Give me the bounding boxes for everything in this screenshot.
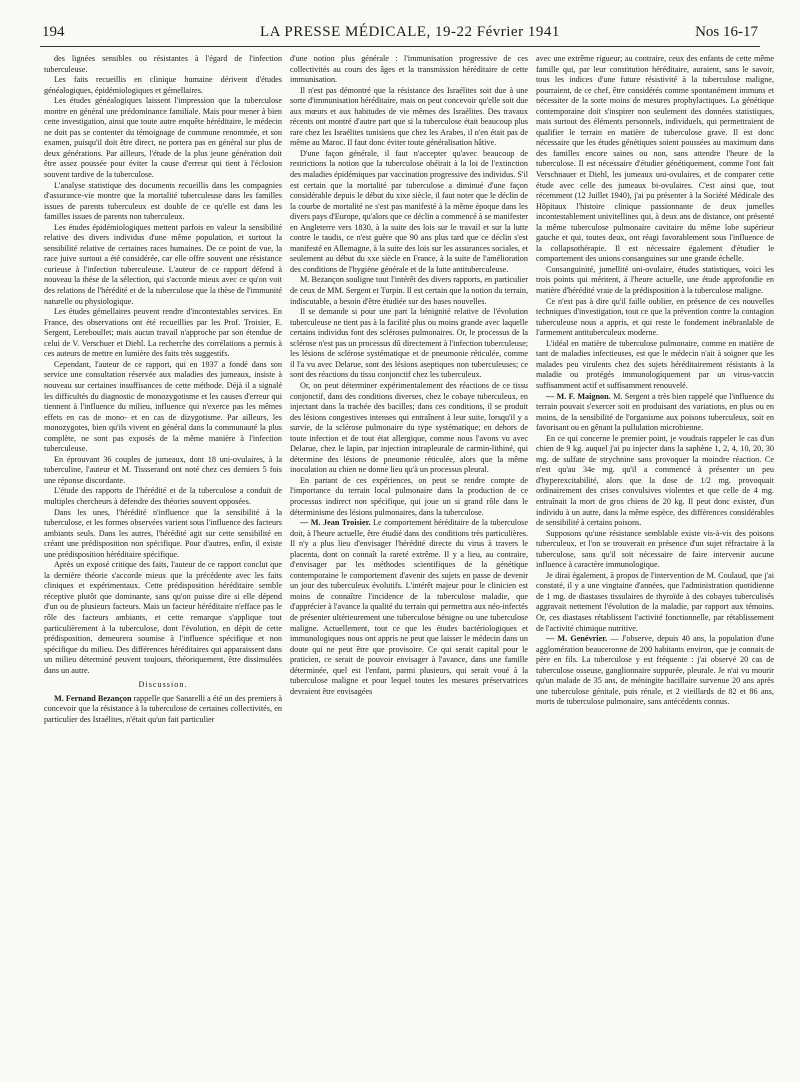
paragraph <box>44 486 282 507</box>
paragraph-text: M. Bezançon souligne tout l'intérêt des divers rapports, en particulier de ceux de MM. Sergent et Turpin. Il est certain que la notion du terrain, indiscutable, a besoin d'être étudiée sur des bases nouvelles. <box>290 275 528 306</box>
paragraph <box>44 223 282 307</box>
paragraph-text: rappelle que Sanarelli a été un des premiers à concevoir que la résistance à la tuberculose de certaines collectivités, en particulier des Israélites, n'était qu'un fait particulier <box>44 693 282 724</box>
paragraph <box>536 339 774 392</box>
paragraph-text: En ce qui concerne le premier point, je voudrais rappeler le cas d'un chien de 9 kg. auquel j'ai pu injecter dans la saphène 1, 2, 4, 10, 20, 30 mg. de sulfate de strychnine sans provoquer la moindre réaction. Ce n'est qu'au 34e mg. qu'il a commencé à présenter un peu d'hyperexcitabilité, alors que la dose de 1/2 mg. provoquait ordinairement des crises convulsives violentes et que celle de 4 mg. entraînait la mort de gros chiens de 20 kg. Il peut donc exister, d'un individu à un autre, dans la même espèce, des différences considérables de sensibilité à certains poisons. <box>536 433 774 528</box>
paragraph <box>290 149 528 276</box>
paragraph-text: L'étude des rapports de l'hérédité et de la tuberculose a conduit de multiples chercheurs à défendre des théories souvent opposées. <box>44 486 282 506</box>
page-number: 194 <box>42 24 65 40</box>
paragraph-text: Or, on peut déterminer expérimentalement des réactions de ce tissu conjonctif, dans des conditions diverses, chez le cobaye tuberculeux, en injectant dans la trachée des bacilles; dans ces conditions, il se produit des lésions congestives intenses qui entraînent à leur suite, lorsqu'il y a survie, de la sclérose pulmonaire du type systématique; en dehors de toute infection et de tout état allergique, comme nous l'avons vu avec Delarue, chez le lapin, par injection intrapleurale de carmin-lithiné, qui détermine des lésions de pneumonie réticulée, alors que la même inoculation au chien ne donne lieu qu'à un processus pleural. <box>290 380 528 475</box>
paragraph-text: En éprouvant 36 couples de jumeaux, dont 18 uni-ovulaires, à la tuberculine, l'auteur et M. Tissserand ont noté chez ces derniers 5 fois une réponse discordante. <box>44 454 282 485</box>
speaker-name: — M. Genévrier. <box>546 634 608 644</box>
paragraph <box>536 265 774 297</box>
page-header <box>40 20 760 47</box>
paragraph <box>44 360 282 455</box>
paragraph-text: Les faits recueillis en clinique humaine dérivent d'études généalogiques, épidémiologiques et gémellaires. <box>44 75 282 95</box>
paragraph-text: Après un exposé critique des faits, l'auteur de ce rapport conclut que la dernière théorie s'accorde mieux que la précédente avec les faits cliniques et expérimentaux. Cette prédisposition héréditaire semble réceptive plutôt que dominante, sans qu'on puisse dire si elle dépend d'un ou de plusieurs facteurs. Mais un facteur héréditaire n'efface pas le rôle des facteurs ambiants, et cette remarque s'applique tout particulièrement à la tuberculose, dont l'évolution, en dépit de cette prédisposition, demeurera soumise à l'influence spécifique et non spécifique du milieu. Des différences héréditaires qui apparaissent dans un milieu déterminé peuvent toujours, théoriquement, être dissimulées dans un autre. <box>44 560 282 675</box>
column-middle <box>290 54 528 1074</box>
paragraph-text: En partant de ces expériences, on peut se rendre compte de l'importance du terrain local pulmonaire dans la production de ce processus indirect non spécifique, qui joue un si grand rôle dans le déterminisme des lésions pulmonaires, dans la tuberculose. <box>290 475 528 517</box>
paragraph-text: Le comportement héréditaire de la tuberculose doit, à l'heure actuelle, être étudié dans des conditions très particulières. Il n'y a plus lieu d'envisager l'hérédité directe du virus à travers le placenta, dont on connaît la rareté extrême. Il y a lieu, au contraire, d'envisager par les méthodes scientifiques de la génétique contemporaine le comportement d'avenir des sujets en passe de devenir un jour des tuberculeux évolutifs. L'intérêt majeur pour le clinicien est moins de connaître l'incidence de la tuberculose maladie, que d'apprécier à l'avance la qualité du terrain qui permettra aux néo-infectés de présenter ultérieurement une tuberculose bénigne ou une tuberculose maligne. Actuellement, tout ce que les études bactériologiques et immunologiques nous ont appris ne peut que laisser le médecin dans un doute qui ne peut être que provisoire. Ce qui serait capital pour le praticien, ce serait de pouvoir envisager à l'avance, dans une famille déterminée, quel est l'enfant, parmi plusieurs, qui serait voué à la tuberculose maligne et pour lequel toutes les mesures préservatrices devraient être envisagées <box>290 518 528 696</box>
paragraph <box>290 381 528 476</box>
paragraph-text: — J'observe, depuis 40 ans, la population d'une agglomération beauceronne de 200 habitants environ, que je connais de père en fils. La tuberculose y est fréquente : j'ai observé 20 cas de tuberculose osseuse, ganglionnaire suppurée, pleurale. Je n'ai vu mourir qu'un malade de 35 ans, de méningite bacillaire survenue 20 ans après une tuberculose génitale, puis rénale, et 2 vieillards de 82 et 86 ans, morts de tuberculose pulmonaire, sans antécédents connus. <box>536 634 774 707</box>
paragraph-text: D'une façon générale, il faut n'accepter qu'avec beaucoup de restrictions la notion que la tuberculose obéirait à la loi de l'extinction des maladies épidémiques par vaccination progressive des individus. S'il est certain que la mortalité par tuberculose a diminué d'une façon considérable depuis le début du xixe siècle, il faut noter que le déclin de la courbe de mortalité ne s'est pas manifesté à la même époque dans les divers pays d'Europe, qu'alors que ce déclin a commencé à se manifester en Angleterre vers 1830, à la suite des lois sur le travail et sur la lutte contre le taudis, ce n'est guère que 90 ans plus tard que ce déclin s'est manifesté en Allemagne, à la suite des lois sur les assurances sociales, et seulement au début du xxe siècle en France, à la suite de l'amélioration des conditions de l'hygiène générale et de la lutte antituberculeuse. <box>290 148 528 274</box>
paragraph <box>44 96 282 180</box>
paragraph <box>44 508 282 561</box>
paragraph-text: d'une notion plus générale : l'immunisation progressive de ces collectivités au cours des âges et la transmission héréditaire de cette immunisation. <box>290 54 528 85</box>
issue-number: Nos 16-17 <box>695 24 758 40</box>
paragraph-text: des lignées sensibles ou résistantes à l'égard de l'infection tuberculeuse. <box>44 54 282 74</box>
paragraph <box>290 476 528 518</box>
speaker-name: M. Fernand Bezançon <box>54 693 132 703</box>
paragraph-text: Les études généalogiques laissent l'impression que la tuberculose montre en général une prédominance familiale. Mais pour mener à bien cette investigation, ainsi que toute autre enquête héréditaire, le médecin ne doit pas se contenter du témoignage de commune renommée, et son examen, puisqu'il doit être direct, ne portera pas en général sur plus de deux générations. Par ailleurs, l'étude de la plus jeune génération doit être assez poussée pour éviter la cause d'erreur qui tient à l'éclosion souvent tardive de la tuberculose. <box>44 96 282 180</box>
paragraph <box>44 455 282 487</box>
paragraph-text: Il se demande si pour une part la bénignité relative de l'évolution tuberculeuse ne tient pas à la facilité plus ou moins grande avec laquelle certains individus font des scléroses pulmonaires. Or, le processus de la sclérose n'est pas un processus dû directement à l'infection tuberculeuse; les lésions de sclérose systématique et de pneumonie réticulée, comme il l'a vu avec Delarue, sont des lésions aseptiques non tuberculeuses; ce sont des réactions du tissu conjonctif chez les tuberculeux. <box>290 307 528 380</box>
paragraph <box>536 634 774 708</box>
paragraph-text: Les études épidémiologiques mettent parfois en valeur la sensibilité relative des divers individus d'une même population, et surtout la sensibilité relative de certaines races humaines. De ce point de vue, la race juive surtout a été considérée, car elle offre souvent une résistance curieuse à l'infection tuberculeuse. L'auteur de ce rapport défend à nouveau la thèse de la sélection, qui s'accorde mieux avec ce qu'on voit des relations de l'hérédité et de la tuberculose que la thèse de l'immunité naturelle ou physiologique. <box>44 222 282 306</box>
column-right <box>536 54 774 1074</box>
journal-title: LA PRESSE MÉDICALE, 19-22 Février 1941 <box>260 24 560 40</box>
paragraph <box>536 529 774 571</box>
paragraph-text: M. Sergent a très bien rappelé que l'influence du terrain pouvait s'exercer soit en produisant des variations, en plus ou en moins, de la sensibilité de l'organisme aux poisons tuberculeux, soit en favorisant ou en gênant la pullulation microbienne. <box>536 391 774 433</box>
paragraph-text: Dans les unes, l'hérédité n'influence que la sensibilité à la tuberculose, et les formes observées varient sous l'influence des facteurs ambiants seuls. Dans les autres, l'hérédité agit sur cette sensibilité en créant une prédisposition non spécifique. Pour d'autres, enfin, il existe une prédisposition héréditaire spécifique. <box>44 507 282 559</box>
paragraph <box>536 392 774 434</box>
paragraph <box>536 54 774 265</box>
paragraph <box>44 75 282 96</box>
paragraph <box>290 518 528 697</box>
paragraph <box>536 434 774 529</box>
speaker-name: — M. F. Maignon. <box>546 391 611 401</box>
paragraph <box>290 307 528 381</box>
paragraph-text: Supposons qu'une résistance semblable existe vis-à-vis des poisons tuberculeux, et l'on se trouverait en présence d'un sujet réfractaire à la tuberculose, sans qu'il soit nécessaire de faire intervenir aucune influence à caractère immunologique. <box>536 528 774 570</box>
paragraph-text: Je dirai également, à propos de l'intervention de M. Coulaud, que j'ai constaté, il y a une vingtaine d'années, que l'administration quotidienne de 1 mg. de diastases tissulaires de thyroïde à des cobayes tuberculisés aggravait nettement l'évolution de la maladie, par rapport aux témoins. Or, ces diastases rétablissent l'activité fonctionnelle, par rétablissement de l'activité chimique nutritive. <box>536 570 774 633</box>
paragraph-text: L'analyse statistique des documents recueillis dans les compagnies d'assurance-vie montre que la mortalité tuberculeuse dans les familles issues de parents tuberculeux est double de ce qu'elle est dans les familles issues de parents non tuberculeux. <box>44 180 282 222</box>
column-left <box>44 54 282 1074</box>
paragraph <box>44 307 282 360</box>
paragraph-text: avec une extrême rigueur; au contraire, ceux des enfants de cette même famille qui, par leur constitution héréditaire, auraient, sans le savoir, tous les indices d'une future résistivité à la tuberculose maligne, pourraient, de ce chef, être considérés comme spontanément immuns et nécessiter de la sorte moins de mesures prophylactiques. La génétique contemporaine doit s'inspirer non seulement des données statistiques, mais surtout des éléments personnels, individuels, qui permettraient de qualifier le terrain en matière de tuberculose grave. Il est donc nécessaire que les études génétiques soient poussées au maximum dans des familles encore saines ou non, sans attendre l'heure de la tuberculose. Il est nécessaire d'étudier génétiquement, comme l'ont fait Verschnauer et Diehl, les jumeaux uni-ovulaires, et de comparer cette étude avec celle des jumeaux bi-ovulaires. C'est ainsi que, tout récemment (12 Juillet 1940), j'ai pu présenter à la Société Médicale des Hôpitaux l'histoire clinique passionnante de deux jumelles incontestablement univitellines qui, à deux ans de distance, ont présenté la même tuberculose pulmonaire cavitaire du même lobe supérieur gauche et qui, toutes deux, ont réagi favorablement sous l'influence de la collapsothérapie. Il est nécessaire également d'étudier le comportement des unions consanguines sur une grande échelle. <box>536 54 774 264</box>
paragraph-text: Cependant, l'auteur de ce rapport, qui en 1937 a fondé dans son service une consultation réservée aux maladies des jumeaux, insiste à nouveau sur certaines insuffisances de cette méthode. Déjà il a signalé les difficultés du diagnostic de monozygotisme et les causes d'erreur qui tiennent à l'influence du milieu, influence qui n'exerce pas les mêmes effets en cas de mono- et en cas de dizygotisme. Par ailleurs, les monozygotes, bien qu'ils vivent en général dans la communauté la plus complète, ne sont pas exposés de la même manière à l'infection tuberculeuse. <box>44 359 282 454</box>
paragraph-text: Il n'est pas démontré que la résistance des Israélites soit due à une sorte d'immunisation héréditaire, mais on peut concevoir qu'elle soit due aux mœurs et aux habitudes de vie mêmes des Israélites. Des travaux récents ont montré d'autre part que si la tuberculose était beaucoup plus rare chez les Israélites tunisiens que chez les Arabes, il n'en était pas de même au Maroc. Il faut donc éviter toute généralisation hâtive. <box>290 85 528 148</box>
paragraph <box>290 54 528 86</box>
paragraph <box>536 571 774 634</box>
paragraph-text: Ce n'est pas à dire qu'il faille oublier, en présence de ces nouvelles techniques d'investigation, tout ce que la prévention contre la contagion tuberculeuse nous a appris, et qui reste le fondement inébranlable de l'armement antituberculeux moderne. <box>536 296 774 338</box>
paragraph <box>44 54 282 75</box>
paragraph <box>536 297 774 339</box>
paragraph-text: Consanguinité, jumellité uni-ovulaire, études statistiques, voici les trois points qui méritent, à l'heure actuelle, une étude approfondie en matière d'hérédité vraie de la prédisposition à la tuberculose maligne. <box>536 264 774 296</box>
paragraph <box>44 181 282 223</box>
paragraph <box>290 86 528 149</box>
paragraph <box>44 694 282 726</box>
paragraph <box>44 560 282 676</box>
speaker-name: — M. Jean Troisier. <box>300 518 371 528</box>
paragraph <box>290 275 528 307</box>
paragraph-text: L'idéal en matière de tuberculose pulmonaire, comme en matière de tant de maladies infectieuses, est que le médecin n'ait à soigner que les malades peu virulents chez des sujets héréditairement résistants à la maladie ou protégés immunologiquement par un virus-vaccin suffisamment actif et suffisamment renouvelé. <box>536 338 774 390</box>
section-heading: Discussion. <box>138 680 188 690</box>
paragraph-text: Les études gémellaires peuvent rendre d'incontestables services. En France, des observations ont été recueillies par les Prof. Troisier, E. Sergent, Lereboullet; mais aucun travail n'approche par son étendue de celui de V. Verschuer et Diehl. La recherche des corrélations a permis à ces auteurs de mettre en lumière des faits très suggestifs. <box>44 307 282 359</box>
